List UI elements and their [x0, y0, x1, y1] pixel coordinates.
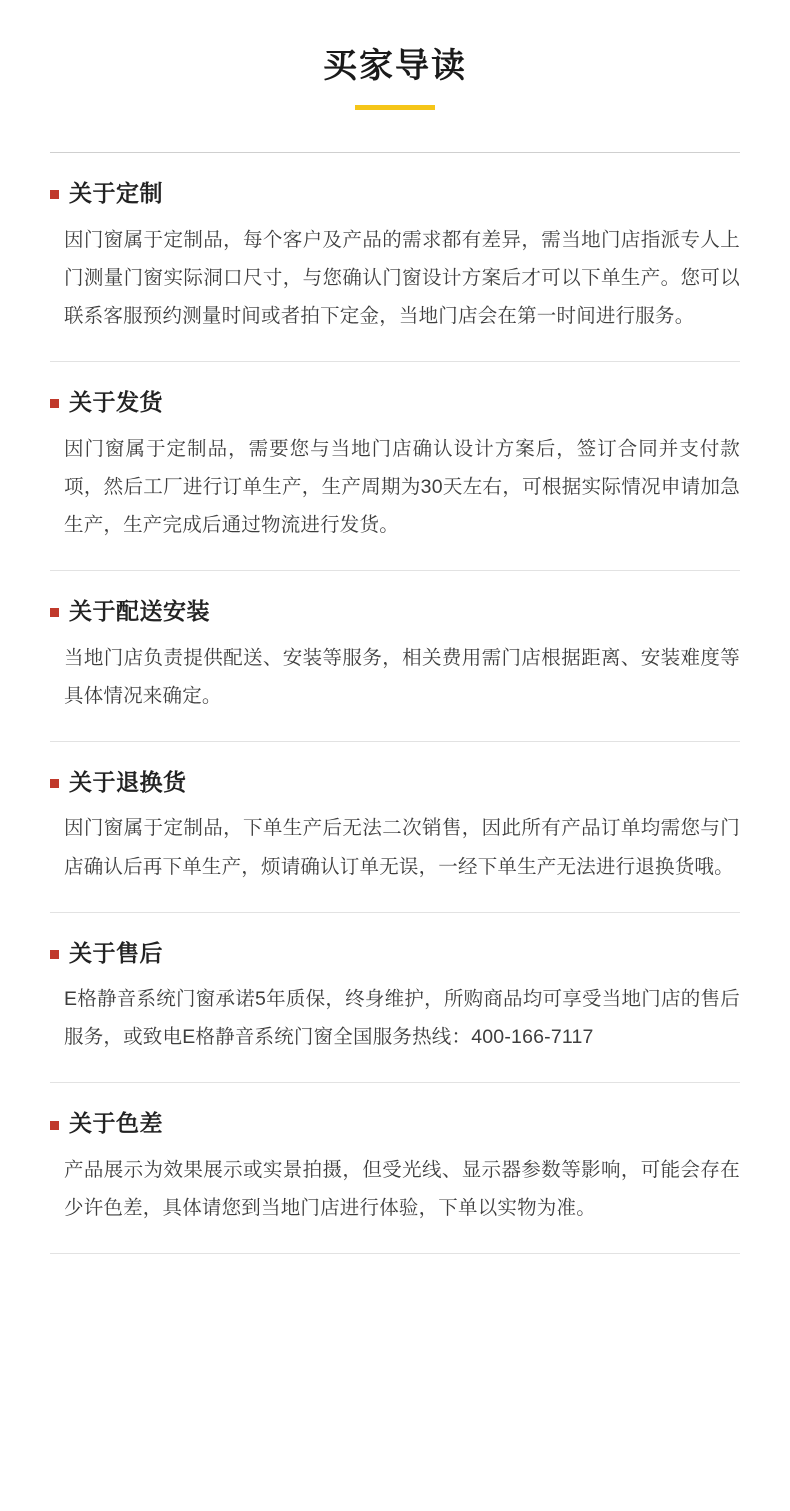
square-bullet-icon: [50, 779, 59, 788]
section-body: 当地门店负责提供配送、安装等服务，相关费用需门店根据距离、安装难度等具体情况来确定。: [64, 646, 740, 707]
section-about-after-sales: [50, 913, 740, 1084]
section-header: [50, 597, 740, 627]
section-title: 关于色差: [69, 1110, 163, 1137]
square-bullet-icon: [50, 190, 59, 199]
section-about-returns: [50, 742, 740, 913]
square-bullet-icon: [50, 399, 59, 408]
section-header: [50, 179, 740, 209]
section-body: 因门窗属于定制品，下单生产后无法二次销售，因此所有产品订单均需您与门店确认后再下单生产，烦请确认订单无误，一经下单生产无法进行退换货哦。: [64, 817, 740, 878]
section-about-customization: [50, 153, 740, 362]
section-title: 关于配送安装: [69, 597, 210, 624]
section-title: 关于发货: [69, 388, 163, 415]
section-about-color-difference: [50, 1083, 740, 1254]
title-underline: [355, 105, 435, 110]
section-body: E格静音系统门窗承诺5年质保，终身维护，所购商品均可享受当地门店的售后服务，或致电E格静音系统门窗全国服务热线：400-166-7117: [64, 988, 740, 1049]
section-about-shipping: [50, 362, 740, 571]
page-header: [50, 0, 740, 110]
section-header: [50, 388, 740, 418]
section-header: [50, 939, 740, 969]
section-title: 关于定制: [69, 179, 163, 206]
section-about-delivery-installation: [50, 571, 740, 742]
section-body: 因门窗属于定制品，每个客户及产品的需求都有差异，需当地门店指派专人上门测量门窗实际洞口尺寸，与您确认门窗设计方案后才可以下单生产。您可以联系客服预约测量时间或者拍下定金，当地门店会在第一时间进行服务。: [64, 228, 740, 327]
square-bullet-icon: [50, 1121, 59, 1130]
section-body: 因门窗属于定制品，需要您与当地门店确认设计方案后，签订合同并支付款项，然后工厂进行订单生产，生产周期为30天左右，可根据实际情况申请加急生产，生产完成后通过物流进行发货。: [64, 437, 740, 536]
section-body: 产品展示为效果展示或实景拍摄，但受光线、显示器参数等影响，可能会存在少许色差，具体请您到当地门店进行体验，下单以实物为准。: [64, 1159, 740, 1220]
page-title: 买家导读: [323, 47, 467, 85]
section-header: [50, 1109, 740, 1139]
section-title: 关于退换货: [69, 768, 187, 795]
section-title: 关于售后: [69, 939, 163, 966]
bottom-spacer: [50, 1254, 740, 1314]
square-bullet-icon: [50, 608, 59, 617]
section-header: [50, 768, 740, 798]
square-bullet-icon: [50, 950, 59, 959]
